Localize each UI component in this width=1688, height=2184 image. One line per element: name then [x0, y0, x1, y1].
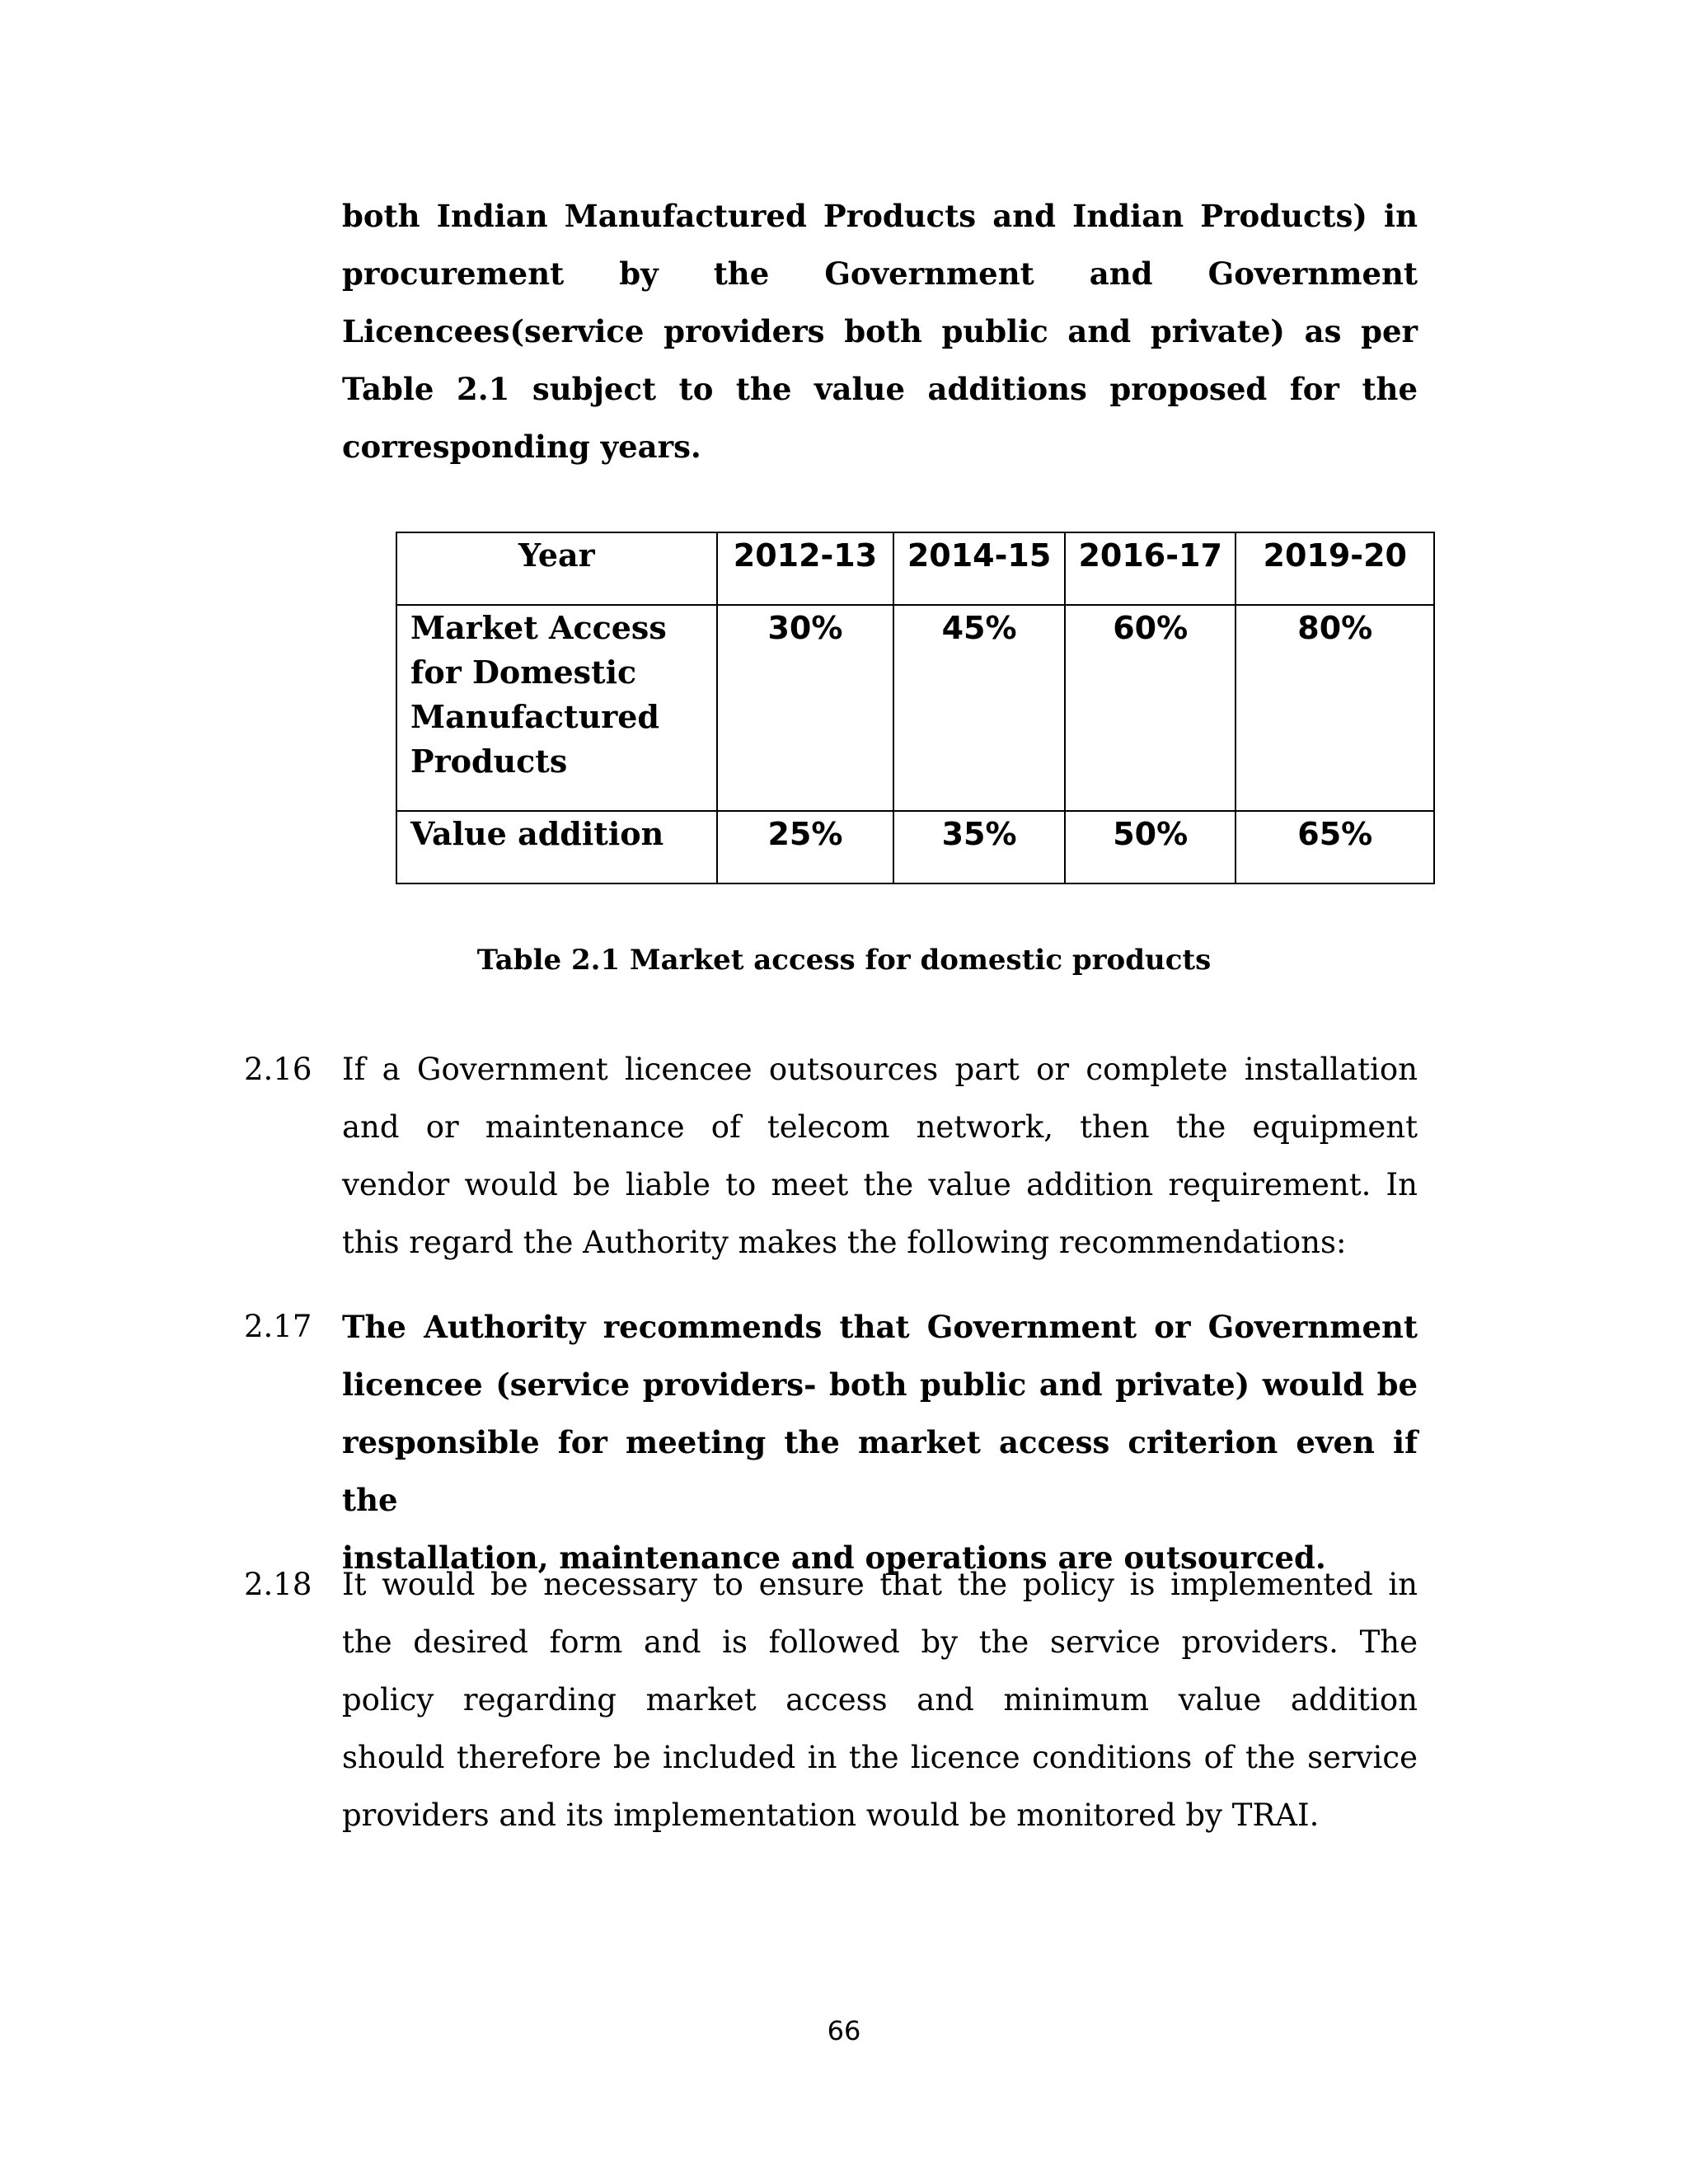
table-header-cell: Year	[396, 532, 717, 605]
table-header-row	[396, 532, 1434, 605]
table-cell: 65%	[1236, 811, 1434, 883]
row-label-line: Manufactured	[410, 698, 659, 735]
row-label-line: Products	[410, 743, 568, 780]
table-header-cell: 2016-17	[1065, 532, 1236, 605]
intro-line: corresponding years.	[342, 429, 701, 465]
table-caption: Table 2.1 Market access for domestic products	[476, 944, 1212, 977]
section-number: 2.17	[244, 1309, 312, 1344]
market-access-table	[396, 532, 1435, 884]
intro-line: Licencees(service providers both public and private) as per	[342, 313, 1418, 349]
intro-paragraph	[342, 187, 1418, 476]
paragraph-line: licencee (service providers- both public and private) would be	[342, 1366, 1418, 1403]
table-header-cell: 2014-15	[893, 532, 1065, 605]
table-cell: 25%	[717, 811, 894, 883]
table-cell: 30%	[717, 605, 894, 811]
row-label-line: Value addition	[410, 815, 664, 852]
row-label-cell	[396, 605, 717, 811]
table-row	[396, 605, 1434, 811]
paragraph-line: the desired form and is followed by the service providers. The	[342, 1624, 1418, 1660]
table-header-cell: 2012-13	[717, 532, 894, 605]
table-cell: 60%	[1065, 605, 1236, 811]
paragraph-line: providers and its implementation would be monitored by TRAI.	[342, 1797, 1320, 1833]
page-number: 66	[827, 2015, 861, 2046]
intro-line: Table 2.1 subject to the value additions proposed for the	[342, 371, 1418, 407]
table-header-cell: 2019-20	[1236, 532, 1434, 605]
section-paragraph	[342, 1556, 1418, 1844]
section-number: 2.18	[244, 1567, 312, 1602]
paragraph-line: policy regarding market access and minimum value addition	[342, 1682, 1418, 1718]
table-cell: 50%	[1065, 811, 1236, 883]
paragraph-line: installation, maintenance and operations are outsourced.	[342, 1540, 1326, 1576]
section-number: 2.16	[244, 1052, 312, 1087]
paragraph-line: should therefore be included in the licence conditions of the service	[342, 1740, 1418, 1775]
paragraph-line: and or maintenance of telecom network, then the equipment	[342, 1109, 1418, 1145]
paragraph-line: vendor would be liable to meet the value addition requirement. In	[342, 1167, 1418, 1202]
section-paragraph	[342, 1041, 1418, 1272]
paragraph-line: If a Government licencee outsources part or complete installation	[342, 1052, 1418, 1087]
row-label-line: Market Access	[410, 609, 667, 646]
intro-line: both Indian Manufactured Products and Indian Products) in	[342, 198, 1418, 234]
paragraph-line: The Authority recommends that Government or Government	[342, 1309, 1418, 1345]
table-cell: 35%	[893, 811, 1065, 883]
paragraph-line: this regard the Authority makes the following recommendations:	[342, 1225, 1347, 1260]
row-label-cell	[396, 811, 717, 883]
row-label-line: for Domestic	[410, 654, 637, 691]
intro-line: procurement by the Government and Government	[342, 255, 1418, 292]
recommendation-paragraph	[342, 1298, 1418, 1586]
table-cell: 80%	[1236, 605, 1434, 811]
paragraph-line: responsible for meeting the market access criterion even if the	[342, 1424, 1418, 1518]
table-row	[396, 811, 1434, 883]
paragraph-line: It would be necessary to ensure that the policy is implemented in	[342, 1567, 1418, 1602]
table-cell: 45%	[893, 605, 1065, 811]
